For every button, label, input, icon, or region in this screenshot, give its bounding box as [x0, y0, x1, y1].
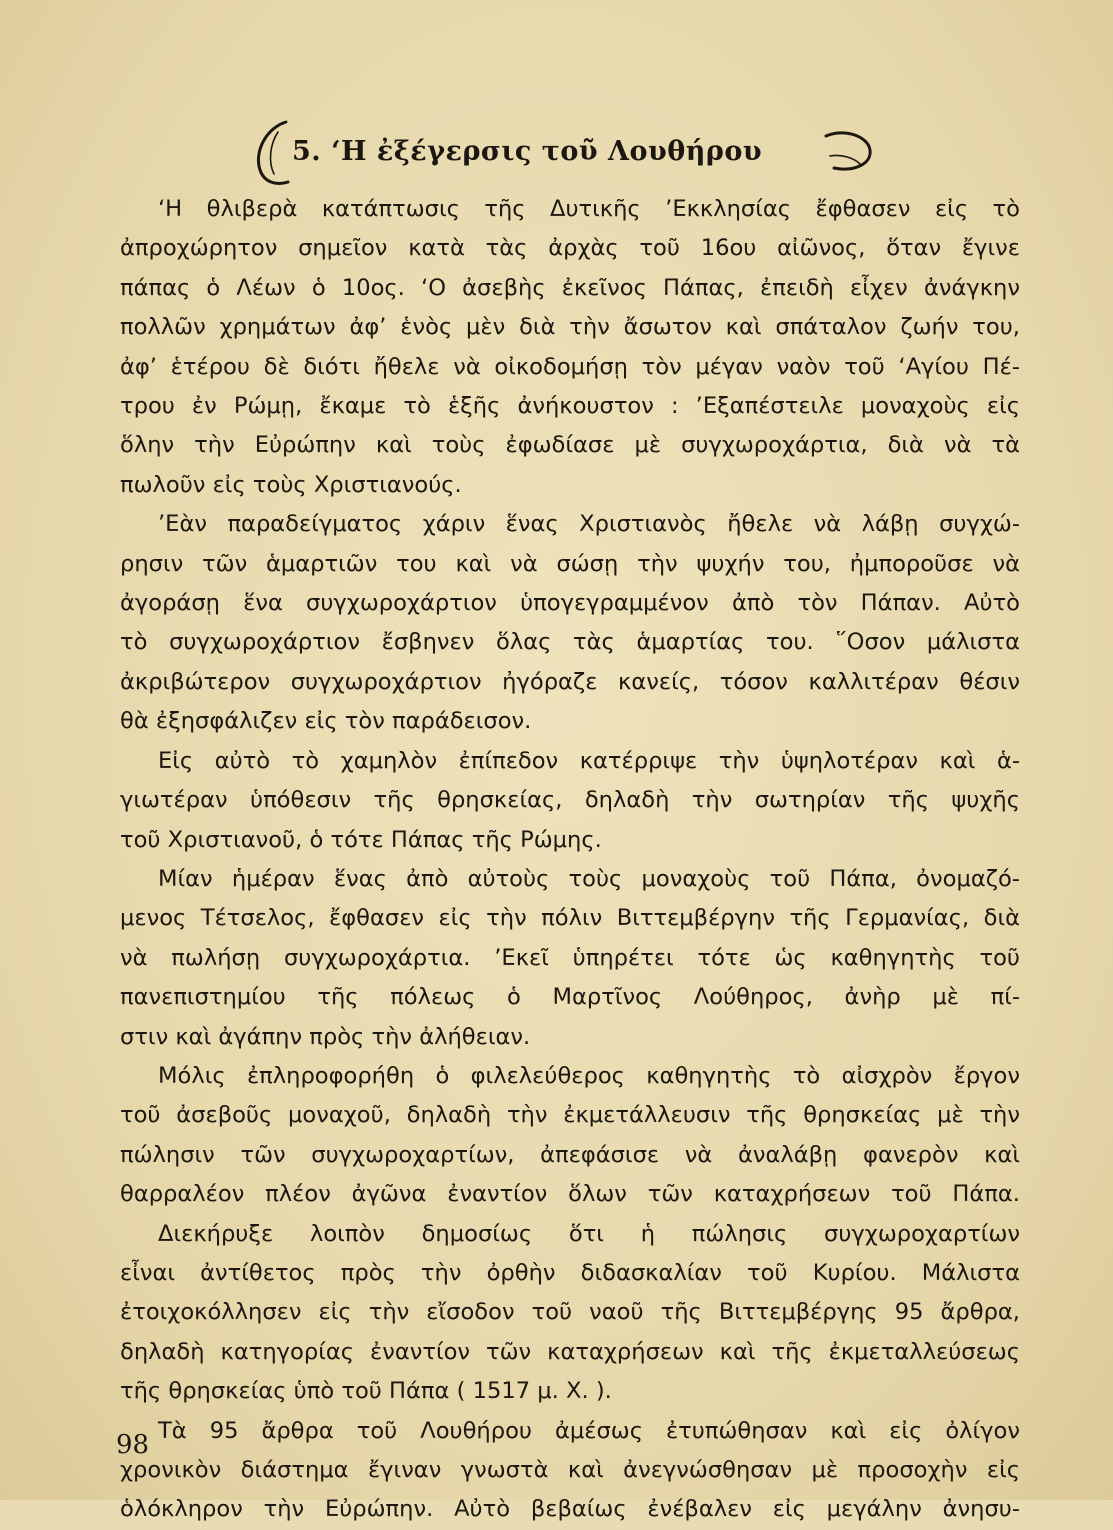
- text-line: τῆς θρησκείας ὑπὸ τοῦ Πάπα ( 1517 μ. Χ. ).: [120, 1378, 612, 1405]
- paragraph: [120, 742, 1020, 860]
- paragraph: [120, 1412, 1020, 1530]
- text-line: ἀπροχώρητον σημεῖον κατὰ τὰς ἀρχὰς τοῦ 16ου αἰῶνος, ὅταν ἔγινε: [120, 235, 1020, 262]
- paragraph: [120, 1215, 1020, 1412]
- text-line: ἀκριβώτερον συγχωροχάρτιον ἠγόραζε κανείς, τόσον καλλιτέραν θέσιν: [120, 668, 1020, 695]
- text-line: πώλησιν τῶν συγχωροχαρτίων, ἀπεφάσισε νὰ ἀναλάβῃ φανερὸν καὶ: [120, 1141, 1020, 1168]
- paragraph: [120, 505, 1020, 741]
- handwritten-right-bracket-icon: [820, 124, 880, 184]
- text-line: θαρραλέον πλέον ἀγῶνα ἐναντίον ὅλων τῶν καταχρήσεων τοῦ Πάπα.: [120, 1181, 1020, 1208]
- text-line: ἀγοράσῃ ἕνα συγχωροχάρτιον ὑπογεγραμμένον ἀπὸ τὸν Πάπαν. Αὐτὸ: [120, 590, 1020, 617]
- text-line: Μόλις ἐπληροφορήθη ὁ φιλελεύθερος καθηγητὴς τὸ αἰσχρὸν ἔργον: [158, 1062, 1020, 1089]
- text-line: ἐτοιχοκόλλησεν εἰς τὴν εἴσοδον τοῦ ναοῦ τῆς Βιττεμβέργης 95 ἄρθρα,: [120, 1299, 1020, 1326]
- text-line: χρονικὸν διάστημα ἔγιναν γνωστὰ καὶ ἀνεγνώσθησαν μὲ προσοχὴν εἰς: [120, 1457, 1020, 1483]
- handwritten-left-bracket-icon: [248, 118, 298, 190]
- text-line: τοῦ Χριστιανοῦ, ὁ τότε Πάπας τῆς Ρώμης.: [120, 826, 602, 853]
- body-text: [120, 190, 1020, 1530]
- text-line: ρησιν τῶν ἁμαρτιῶν του καὶ νὰ σώσῃ τὴν ψυχήν του, ἠμποροῦσε νὰ: [120, 550, 1020, 577]
- text-line: ’Εὰν παραδείγματος χάριν ἕνας Χριστιανὸς ἤθελε νὰ λάβῃ συγχώ-: [158, 511, 1020, 538]
- text-line: μενος Τέτσελος, ἔφθασεν εἰς τὴν πόλιν Βιττεμβέργην τῆς Γερμανίας, διὰ: [120, 905, 1020, 932]
- section-title: 5. ‘Η ἐξέγερσις τοῦ Λουθήρου: [292, 136, 763, 167]
- text-line: εἶναι ἀντίθετος πρὸς τὴν ὀρθὴν διδασκαλίαν τοῦ Κυρίου. Μάλιστα: [120, 1259, 1020, 1286]
- text-line: στιν καὶ ἀγάπην πρὸς τὴν ἀλήθειαν.: [120, 1023, 531, 1050]
- text-line: πανεπιστημίου τῆς πόλεως ὁ Μαρτῖνος Λούθηρος, ἀνὴρ μὲ πί-: [120, 984, 1020, 1011]
- text-line: ἀφ’ ἑτέρου δὲ διότι ἤθελε νὰ οἰκοδομήσῃ τὸν μέγαν ναὸν τοῦ ‘Αγίου Πέ-: [120, 353, 1020, 380]
- text-line: πολλῶν χρημάτων ἀφ’ ἑνὸς μὲν διὰ τὴν ἄσωτον καὶ σπάταλον ζωήν του,: [120, 314, 1020, 341]
- text-line: ὅλην τὴν Εὐρώπην καὶ τοὺς ἐφωδίασε μὲ συγχωροχάρτια, διὰ νὰ τὰ: [120, 432, 1020, 459]
- page-number: 98: [116, 1430, 150, 1460]
- section-heading: [248, 118, 888, 198]
- text-line: γιωτέραν ὑπόθεσιν τῆς θρησκείας, δηλαδὴ τὴν σωτηρίαν τῆς ψυχῆς: [120, 787, 1020, 814]
- text-line: Εἰς αὐτὸ τὸ χαμηλὸν ἐπίπεδον κατέρριψε τὴν ὑψηλοτέραν καὶ ἁ-: [158, 747, 1020, 774]
- paragraph: [120, 860, 1020, 1057]
- text-line: ‘Η θλιβερὰ κατάπτωσις τῆς Δυτικῆς ’Εκκλησίας ἔφθασεν εἰς τὸ: [158, 196, 1020, 222]
- text-line: θὰ ἐξησφάλιζεν εἰς τὸν παράδεισον.: [120, 708, 532, 735]
- text-line: δηλαδὴ κατηγορίας ἐναντίον τῶν καταχρήσεων καὶ τῆς ἐκμεταλλεύσεως: [120, 1338, 1020, 1365]
- paragraph: [120, 190, 1020, 505]
- text-line: τοῦ ἀσεβοῦς μοναχοῦ, δηλαδὴ τὴν ἐκμετάλλευσιν τῆς θρησκείας μὲ τὴν: [120, 1102, 1020, 1129]
- text-line: τὸ συγχωροχάρτιον ἔσβηνεν ὅλας τὰς ἁμαρτίας του. ῞Οσον μάλιστα: [120, 629, 1020, 656]
- text-line: πωλοῦν εἰς τοὺς Χριστιανούς.: [120, 471, 462, 498]
- text-line: Διεκήρυξε λοιπὸν δημοσίως ὅτι ἡ πώλησις συγχωροχαρτίων: [158, 1220, 1020, 1247]
- text-line: Τὰ 95 ἄρθρα τοῦ Λουθήρου ἀμέσως ἐτυπώθησαν καὶ εἰς ὀλίγον: [158, 1417, 1020, 1444]
- text-line: τρου ἐν Ρώμῃ, ἔκαμε τὸ ἑξῆς ἀνήκουστον : ’Εξαπέστειλε μοναχοὺς εἰς: [120, 393, 1020, 420]
- paragraph: [120, 1057, 1020, 1215]
- text-line: ὁλόκληρον τὴν Εὐρώπην. Αὐτὸ βεβαίως ἐνέβαλεν εἰς μεγάλην ἀνησυ-: [120, 1496, 1020, 1523]
- text-line: Μίαν ἡμέραν ἕνας ἀπὸ αὐτοὺς τοὺς μοναχοὺς τοῦ Πάπα, ὀνομαζό-: [158, 865, 1020, 892]
- text-line: πάπας ὁ Λέων ὁ 10ος. ‘Ο ἀσεβὴς ἐκεῖνος Πάπας, ἐπειδὴ εἶχεν ἀνάγκην: [120, 274, 1020, 301]
- text-line: νὰ πωλήσῃ συγχωροχάρτια. ’Εκεῖ ὑπηρέτει τότε ὡς καθηγητὴς τοῦ: [120, 944, 1020, 971]
